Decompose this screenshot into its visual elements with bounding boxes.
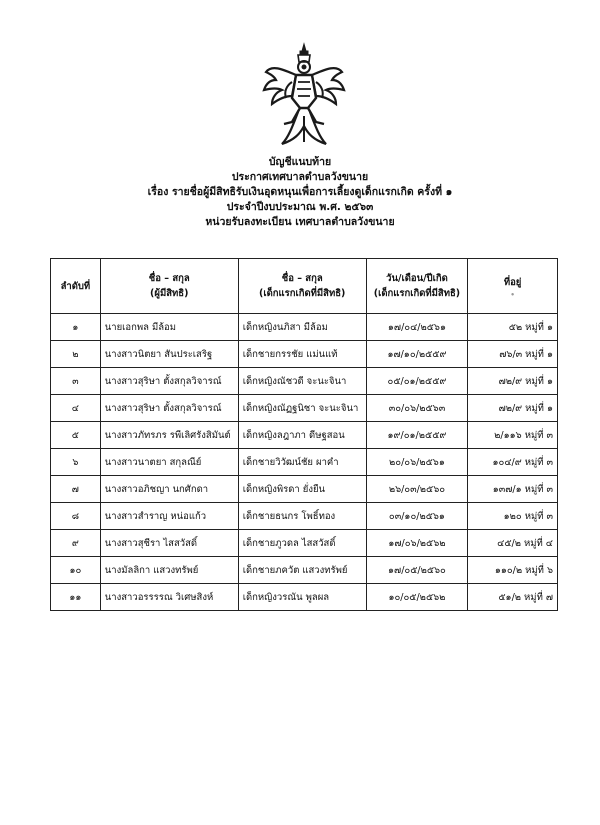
header-attachment-title: บัญชีแนบท้าย — [268, 156, 332, 168]
birth-date: ๑๗/๑๐/๒๕๕๙ — [366, 341, 468, 368]
table-row — [51, 395, 558, 422]
header-no: ลำดับที่ — [51, 259, 101, 314]
child-name: เด็กชายกรรชัย แม่นแท้ — [238, 341, 366, 368]
birth-date: ๓๐/๐๖/๒๕๖๓ — [366, 395, 468, 422]
child-name: เด็กชายวิวัฒน์ชัย ผาคำ — [238, 449, 366, 476]
table-row — [51, 314, 558, 341]
table-row — [51, 530, 558, 557]
child-name: เด็กชายภูวดล ไสสวัสดิ์ — [238, 530, 366, 557]
address: ๑๒๐ หมู่ที่ ๓ — [468, 503, 558, 530]
birth-date: ๑๐/๐๕/๒๕๖๒ — [366, 584, 468, 611]
parent-name: นางสาวนาตยา สกุลณีย์ — [100, 449, 238, 476]
table-row — [51, 584, 558, 611]
header-fiscal-year: ประจำปีงบประมาณ พ.ศ. ๒๕๖๓ — [226, 201, 374, 213]
table-row — [51, 476, 558, 503]
address: ๑๓๗/๑ หมู่ที่ ๓ — [468, 476, 558, 503]
address: ๗๒/๙ หมู่ที่ ๑ — [468, 368, 558, 395]
table-row — [51, 449, 558, 476]
birth-date: ๑๗/๐๕/๒๕๖๐ — [366, 557, 468, 584]
header-subject: เรื่อง รายชื่อผู้มีสิทธิรับเงินอุดหนุนเพื่อการเลี้ยงดูเด็กแรกเกิด ครั้งที่ ๑ — [147, 186, 453, 198]
birth-date: ๐๓/๑๐/๒๕๖๑ — [366, 503, 468, 530]
header-parent-name: ชื่อ – สกุล (ผู้มีสิทธิ) — [100, 259, 238, 314]
address: ๑๑๐/๒ หมู่ที่ ๖ — [468, 557, 558, 584]
table-header-row — [51, 259, 558, 314]
row-number: ๑ — [51, 314, 101, 341]
parent-name: นายเอกพล มีล้อม — [100, 314, 238, 341]
table-row — [51, 341, 558, 368]
address: ๗๖/๓ หมู่ที่ ๑ — [468, 341, 558, 368]
parent-name: นางสาวอรรรรณ วิเศษสิงห์ — [100, 584, 238, 611]
child-name: เด็กหญิงณัชวดี จะนะจินา — [238, 368, 366, 395]
birth-date: ๑๙/๐๑/๒๕๕๙ — [366, 422, 468, 449]
parent-name: นางสาวสุริษา ตั้งสกุลวิจารณ์ — [100, 395, 238, 422]
child-name: เด็กหญิงนภิสา มีล้อม — [238, 314, 366, 341]
child-name: เด็กหญิงวรณัน พูลผล — [238, 584, 366, 611]
address: ๒/๑๑๖ หมู่ที่ ๓ — [468, 422, 558, 449]
parent-name: นางสาวภัทรภร รพีเลิศรังสิมันต์ — [100, 422, 238, 449]
child-name: เด็กหญิงพิรดา ยั่งยืน — [238, 476, 366, 503]
header-child-name: ชื่อ – สกุล (เด็กแรกเกิดที่มีสิทธิ) — [238, 259, 366, 314]
parent-name: นางสาวสำราญ หน่อแก้ว — [100, 503, 238, 530]
address: ๔๕/๒ หมู่ที่ ๔ — [468, 530, 558, 557]
birth-date: ๒๐/๐๖/๒๕๖๑ — [366, 449, 468, 476]
row-number: ๙ — [51, 530, 101, 557]
birth-date: ๑๗/๐๔/๒๕๖๑ — [366, 314, 468, 341]
birth-date: ๐๕/๐๑/๒๕๕๙ — [366, 368, 468, 395]
child-name: เด็กหญิงลฎาภา ดีษฐสอน — [238, 422, 366, 449]
row-number: ๖ — [51, 449, 101, 476]
recipient-table — [50, 258, 558, 611]
address: ๕๒ หมู่ที่ ๑ — [468, 314, 558, 341]
header-announcement: ประกาศเทศบาลตำบลวังขนาย — [231, 171, 369, 183]
address: ๗๒/๙ หมู่ที่ ๑ — [468, 395, 558, 422]
parent-name: นางสาวสุริษา ตั้งสกุลวิจารณ์ — [100, 368, 238, 395]
parent-name: นางมัลลิกา แสวงทรัพย์ — [100, 557, 238, 584]
parent-name: นางสาวสุชีรา ไสสวัสดิ์ — [100, 530, 238, 557]
header-dob: วัน/เดือน/ปีเกิด (เด็กแรกเกิดที่มีสิทธิ) — [366, 259, 468, 314]
child-name: เด็กชายธนกร โพธิ์ทอง — [238, 503, 366, 530]
header-registration-unit: หน่วยรับลงทะเบียน เทศบาลตำบลวังขนาย — [205, 216, 395, 228]
table-row — [51, 557, 558, 584]
header-address-mark: • — [510, 290, 515, 299]
child-name: เด็กชายภควัต แสวงทรัพย์ — [238, 557, 366, 584]
table-row — [51, 503, 558, 530]
address: ๕๑/๒ หมู่ที่ ๗ — [468, 584, 558, 611]
row-number: ๕ — [51, 422, 101, 449]
row-number: ๘ — [51, 503, 101, 530]
birth-date: ๒๖/๐๓/๒๕๖๐ — [366, 476, 468, 503]
header-address: ที่อยู่ • — [468, 259, 558, 314]
child-name: เด็กหญิงณัฏฐนิชา จะนะจินา — [238, 395, 366, 422]
row-number: ๓ — [51, 368, 101, 395]
garuda-emblem-icon — [262, 42, 346, 148]
row-number: ๒ — [51, 341, 101, 368]
parent-name: นางสาวนิตยา สันประเสริฐ — [100, 341, 238, 368]
table-row — [51, 368, 558, 395]
document-header — [0, 155, 600, 230]
row-number: ๔ — [51, 395, 101, 422]
address: ๑๐๔/๙ หมู่ที่ ๓ — [468, 449, 558, 476]
table-row — [51, 422, 558, 449]
row-number: ๑๐ — [51, 557, 101, 584]
row-number: ๑๑ — [51, 584, 101, 611]
row-number: ๗ — [51, 476, 101, 503]
birth-date: ๑๗/๐๖/๒๕๖๒ — [366, 530, 468, 557]
parent-name: นางสาวอภิชญา นกศักดา — [100, 476, 238, 503]
